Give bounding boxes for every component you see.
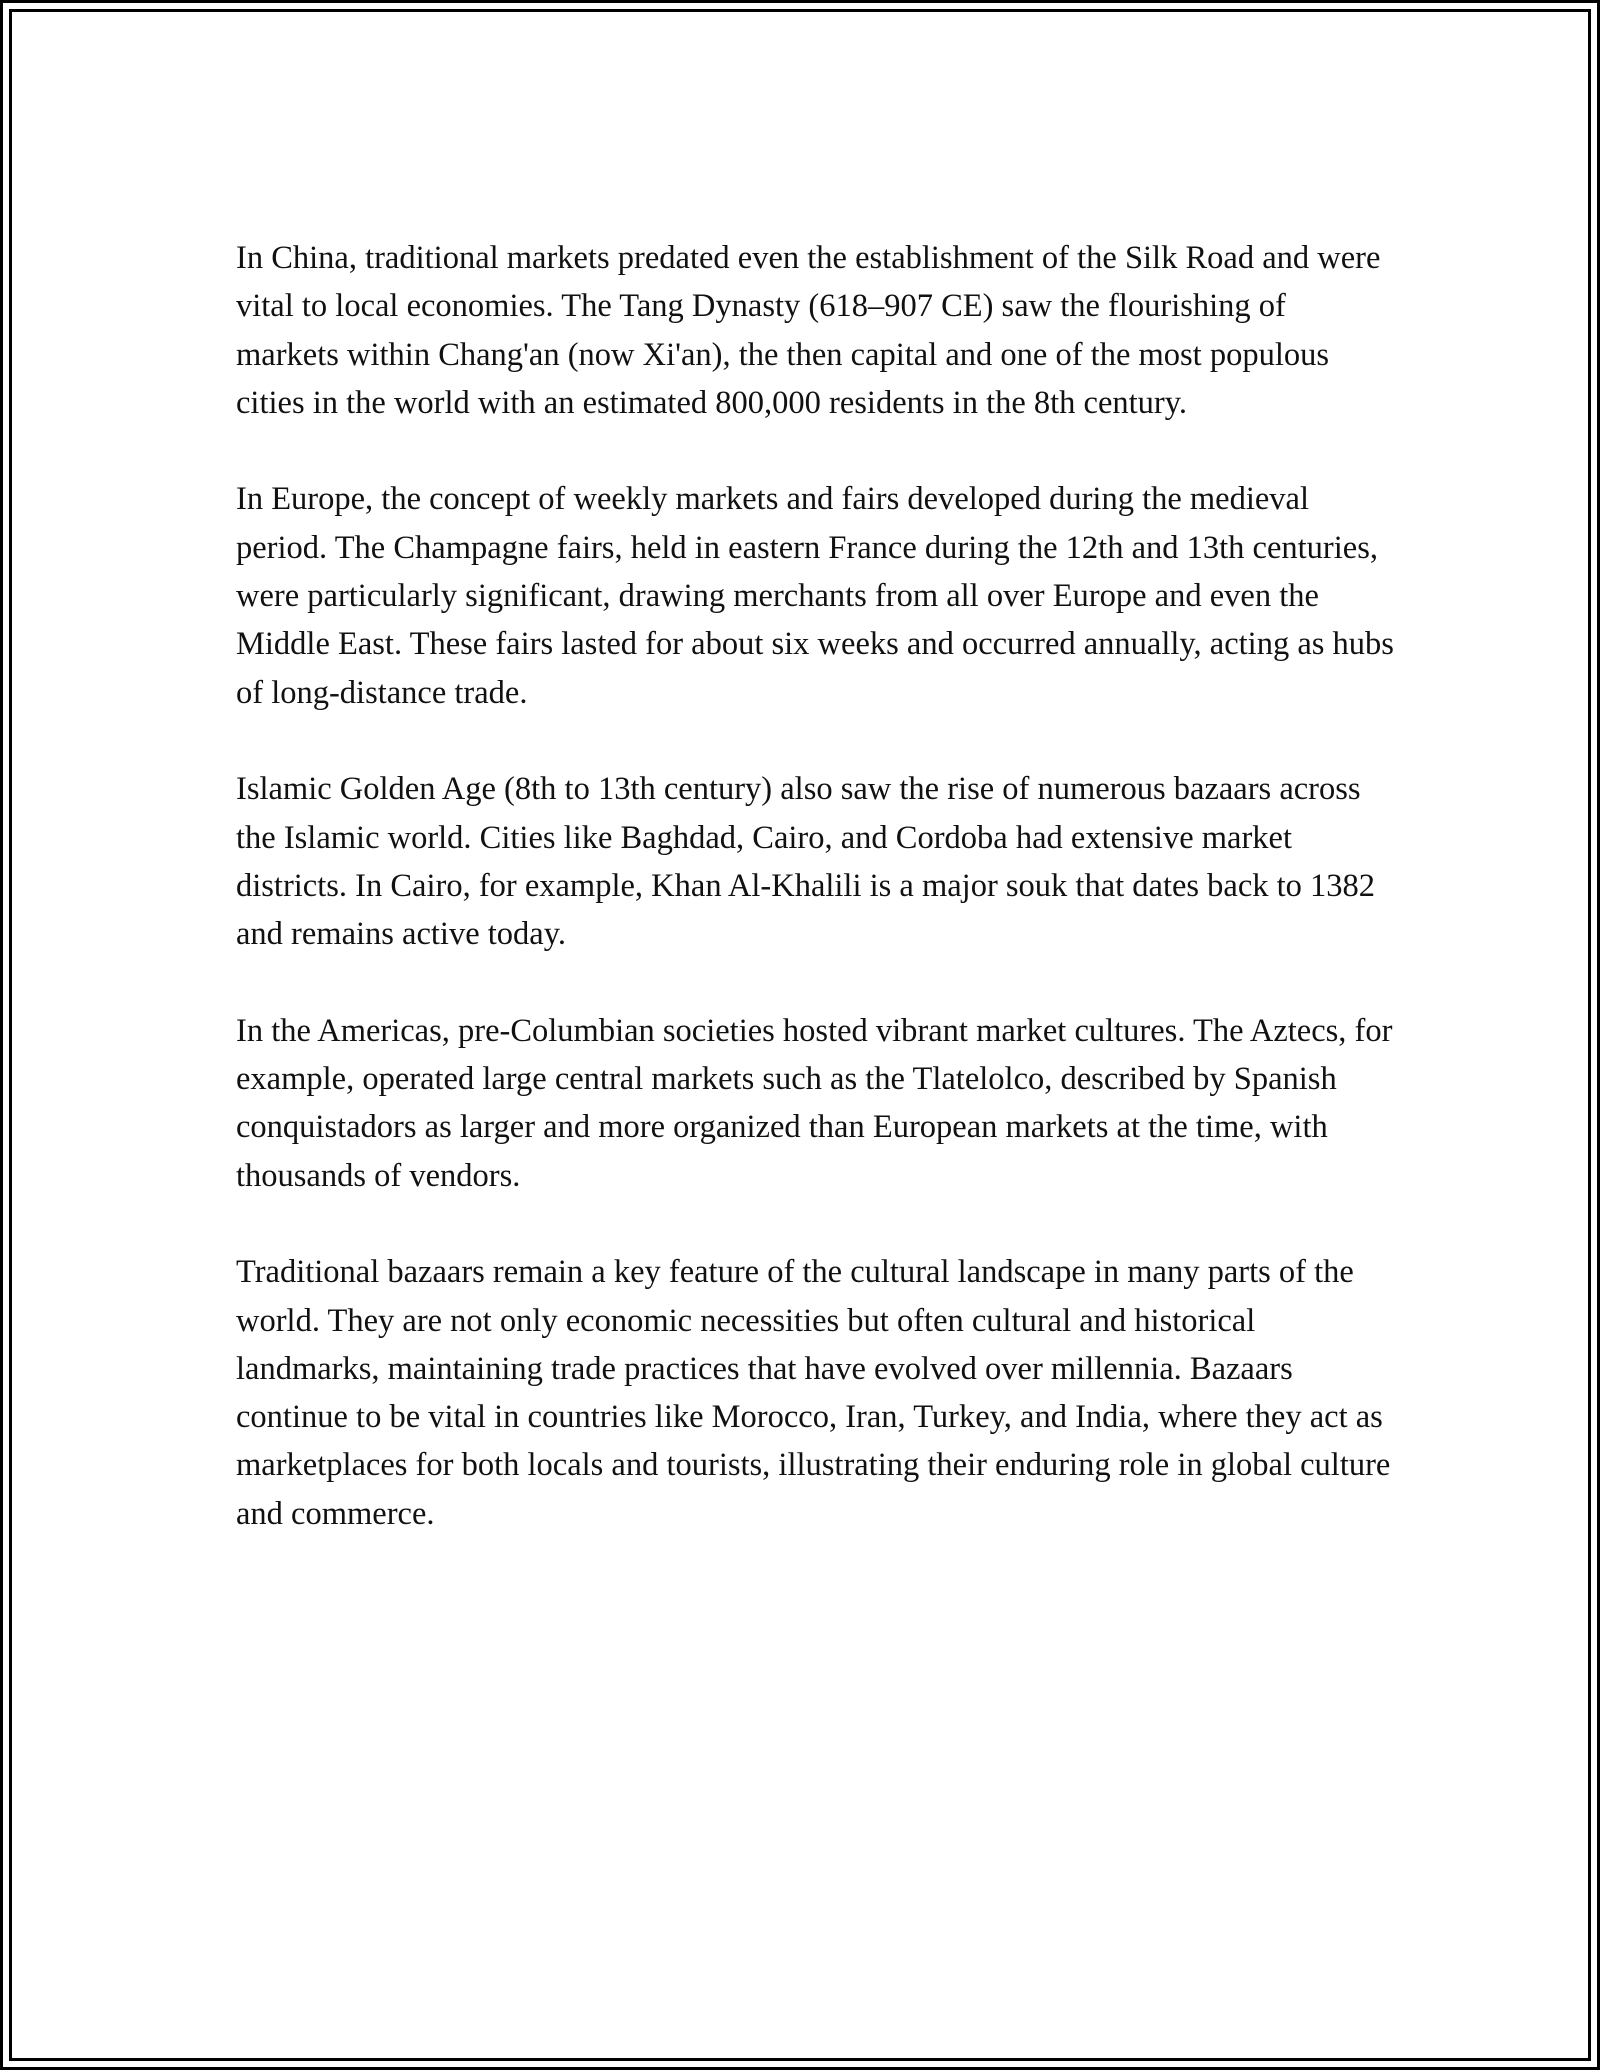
paragraph-europe-fairs: In Europe, the concept of weekly markets and fairs developed during the medieval period. The Champagne fairs, held in eastern France during the 12th and 13th centuries, were particularly significant, drawing merchants from all over Europe and even the Middle East. These fairs lasted for about six weeks and occurred annually, acting as hubs of long-distance trade. — [236, 481, 1394, 711]
paragraph-china-markets: In China, traditional markets predated even the establishment of the Silk Road and were vital to local economies. The Tang Dynasty (618–907 CE) saw the flourishing of markets within Chang'an (now Xi'an), the then capital and one of the most populous cities in the world with an estimated 800,000 residents in the 8th century. — [236, 240, 1381, 421]
paragraph-islamic-bazaars: Islamic Golden Age (8th to 13th century) also saw the rise of numerous bazaars across the Islamic world. Cities like Baghdad, Cairo, and Cordoba had extensive market districts. In Cairo, for example, Khan Al-Khalili is a major souk that dates back to 1382 and remains active today. — [236, 771, 1376, 953]
paragraph-traditional-bazaars: Traditional bazaars remain a key feature of the cultural landscape in many parts of the world. They are not only economic necessities but often cultural and historical landmarks, maintaining trade practices that have evolved over millennia. Bazaars continue to be vital in countries like Morocco, Iran, Turkey, and India, where they act as marketplaces for both locals and tourists, illustrating their enduring role in global culture and commerce. — [236, 1254, 1391, 1532]
document-body — [236, 234, 1396, 1586]
paragraph-americas-markets: In the Americas, pre-Columbian societies hosted vibrant market cultures. The Aztecs, for example, operated large central markets such as the Tlatelolco, described by Spanish conquistadors as larger and more organized than European markets at the time, with thousands of vendors. — [236, 1012, 1393, 1194]
